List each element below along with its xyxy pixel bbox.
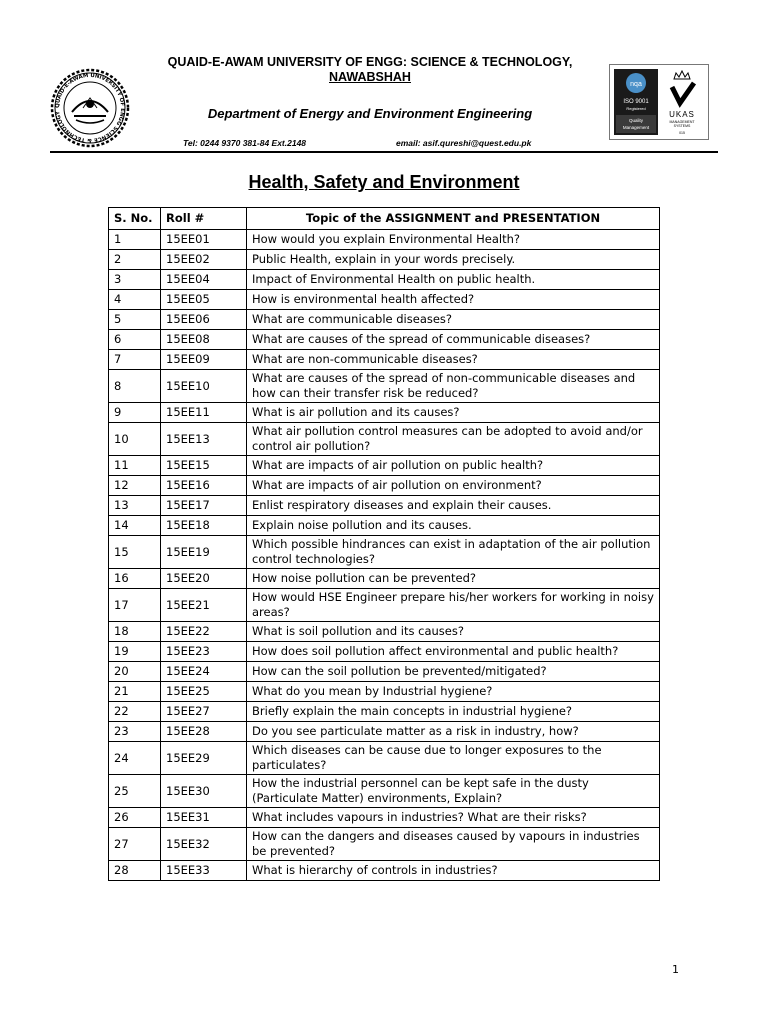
topic-cell: Which possible hindrances can exist in adaptation of the air pollution control technologies? [247, 536, 660, 569]
serial-number-cell: 19 [109, 642, 161, 662]
telephone: Tel: 0244 9370 381-84 Ext.2148 [183, 138, 307, 148]
registered-text: Registered [626, 106, 646, 111]
table-row [109, 569, 660, 589]
table-row [109, 642, 660, 662]
serial-number-cell: 23 [109, 722, 161, 742]
serial-number-cell: 17 [109, 589, 161, 622]
department-name: Department of Energy and Environment Engineering [207, 106, 533, 121]
table-row [109, 536, 660, 569]
topic-cell: Which diseases can be cause due to longer exposures to the particulates? [247, 742, 660, 775]
roll-number-cell: 15EE33 [161, 861, 247, 881]
table-row [109, 290, 660, 310]
serial-number-cell: 21 [109, 682, 161, 702]
topic-cell: What is soil pollution and its causes? [247, 622, 660, 642]
roll-number-cell: 15EE02 [161, 250, 247, 270]
table-row [109, 250, 660, 270]
roll-number-cell: 15EE20 [161, 569, 247, 589]
topic-cell: How can the soil pollution be prevented/mitigated? [247, 662, 660, 682]
serial-number-cell: 5 [109, 310, 161, 330]
topic-cell: What are causes of the spread of communicable diseases? [247, 330, 660, 350]
roll-number-cell: 15EE09 [161, 350, 247, 370]
crown-icon [674, 71, 690, 79]
university-seal-logo [50, 68, 130, 148]
serial-number-cell: 11 [109, 456, 161, 476]
assignment-table [108, 207, 660, 881]
ukas-text: UKAS [669, 110, 695, 119]
topic-cell: How can the dangers and diseases caused by vapours in industries be prevented? [247, 828, 660, 861]
topic-cell: What is air pollution and its causes? [247, 403, 660, 423]
topic-cell: What are causes of the spread of non-communicable diseases and how can their transfer risk be reduced? [247, 370, 660, 403]
university-name-line1: QUAID-E-AWAM UNIVERSITY OF ENGG: SCIENCE & TECHNOLOGY, [167, 55, 573, 69]
topic-cell: Impact of Environmental Health on public health. [247, 270, 660, 290]
topic-cell: What are impacts of air pollution on environment? [247, 476, 660, 496]
table-row [109, 589, 660, 622]
topic-cell: Public Health, explain in your words precisely. [247, 250, 660, 270]
table-row [109, 270, 660, 290]
university-name [140, 55, 600, 85]
table-row [109, 310, 660, 330]
table-row [109, 423, 660, 456]
serial-number-cell: 4 [109, 290, 161, 310]
serial-number-cell: 15 [109, 536, 161, 569]
seal-text: QUAID-E-AWAM UNIVERSITY OF ENGG SCIENCE & TECHNOLOGY [54, 72, 126, 144]
roll-number-cell: 15EE15 [161, 456, 247, 476]
topic-cell: How the industrial personnel can be kept safe in the dusty (Particulate Matter) environments, Explain? [247, 775, 660, 808]
serial-number-cell: 8 [109, 370, 161, 403]
iso-text: ISO 9001 [623, 99, 649, 105]
topic-cell: What air pollution control measures can be adopted to avoid and/or control air pollution? [247, 423, 660, 456]
roll-number-cell: 15EE08 [161, 330, 247, 350]
topic-cell: Briefly explain the main concepts in industrial hygiene? [247, 702, 660, 722]
topic-cell: Explain noise pollution and its causes. [247, 516, 660, 536]
roll-number-cell: 15EE01 [161, 230, 247, 250]
table-row [109, 230, 660, 250]
serial-number-cell: 6 [109, 330, 161, 350]
header-divider [50, 151, 718, 153]
topic-cell: What is hierarchy of controls in industries? [247, 861, 660, 881]
table-row [109, 496, 660, 516]
roll-number-cell: 15EE18 [161, 516, 247, 536]
ukas-number: 015 [679, 131, 685, 135]
table-body [109, 230, 660, 881]
table-row [109, 516, 660, 536]
roll-number-cell: 15EE16 [161, 476, 247, 496]
topic-cell: What are non-communicable diseases? [247, 350, 660, 370]
quality-text-1: Quality [628, 118, 644, 123]
roll-number-cell: 15EE25 [161, 682, 247, 702]
topic-cell: What are communicable diseases? [247, 310, 660, 330]
table-row [109, 742, 660, 775]
roll-number-cell: 15EE05 [161, 290, 247, 310]
roll-number-cell: 15EE32 [161, 828, 247, 861]
serial-number-cell: 27 [109, 828, 161, 861]
page-number: 1 [672, 963, 679, 976]
serial-number-cell: 22 [109, 702, 161, 722]
university-name-line2: NAWABSHAH [329, 70, 411, 84]
topic-cell: How would HSE Engineer prepare his/her workers for working in noisy areas? [247, 589, 660, 622]
table-row [109, 828, 660, 861]
serial-number-cell: 14 [109, 516, 161, 536]
topic-cell: How does soil pollution affect environmental and public health? [247, 642, 660, 662]
letterhead [0, 0, 768, 160]
roll-number-cell: 15EE19 [161, 536, 247, 569]
table-row [109, 622, 660, 642]
roll-number-cell: 15EE10 [161, 370, 247, 403]
serial-number-cell: 2 [109, 250, 161, 270]
page-title: Health, Safety and Environment [248, 172, 520, 192]
table-header-row [109, 208, 660, 230]
table-row [109, 350, 660, 370]
ukas-sub-text-1: MANAGEMENT [669, 120, 695, 124]
roll-number-cell: 15EE21 [161, 589, 247, 622]
table-row [109, 370, 660, 403]
topic-cell: How noise pollution can be prevented? [247, 569, 660, 589]
serial-number-cell: 7 [109, 350, 161, 370]
topic-cell: How would you explain Environmental Health? [247, 230, 660, 250]
serial-number-cell: 25 [109, 775, 161, 808]
serial-number-cell: 3 [109, 270, 161, 290]
email-address: email: asif.qureshi@quest.edu.pk [396, 138, 532, 148]
roll-number-cell: 15EE28 [161, 722, 247, 742]
serial-number-cell: 26 [109, 808, 161, 828]
roll-number-cell: 15EE27 [161, 702, 247, 722]
roll-number-cell: 15EE11 [161, 403, 247, 423]
roll-number-cell: 15EE24 [161, 662, 247, 682]
serial-number-cell: 13 [109, 496, 161, 516]
table-row [109, 330, 660, 350]
roll-number-cell: 15EE17 [161, 496, 247, 516]
serial-number-cell: 24 [109, 742, 161, 775]
roll-number-cell: 15EE13 [161, 423, 247, 456]
quality-text-2: Management [622, 125, 650, 130]
serial-number-cell: 9 [109, 403, 161, 423]
table-row [109, 682, 660, 702]
header-roll-number: Roll # [161, 208, 247, 230]
table-row [109, 456, 660, 476]
serial-number-cell: 1 [109, 230, 161, 250]
roll-number-cell: 15EE29 [161, 742, 247, 775]
roll-number-cell: 15EE22 [161, 622, 247, 642]
topic-cell: What do you mean by Industrial hygiene? [247, 682, 660, 702]
checkmark-icon [672, 83, 694, 103]
topic-cell: Enlist respiratory diseases and explain their causes. [247, 496, 660, 516]
topic-cell: What includes vapours in industries? What are their risks? [247, 808, 660, 828]
roll-number-cell: 15EE04 [161, 270, 247, 290]
serial-number-cell: 28 [109, 861, 161, 881]
header-topic: Topic of the ASSIGNMENT and PRESENTATION [247, 208, 660, 230]
serial-number-cell: 10 [109, 423, 161, 456]
roll-number-cell: 15EE31 [161, 808, 247, 828]
nqa-text: nqa [630, 81, 642, 88]
certification-logos [609, 64, 709, 140]
serial-number-cell: 12 [109, 476, 161, 496]
ukas-sub-text-2: SYSTEMS [673, 124, 691, 128]
table-row [109, 861, 660, 881]
serial-number-cell: 16 [109, 569, 161, 589]
serial-number-cell: 20 [109, 662, 161, 682]
table-row [109, 808, 660, 828]
table-row [109, 702, 660, 722]
roll-number-cell: 15EE23 [161, 642, 247, 662]
table-row [109, 722, 660, 742]
table-row [109, 476, 660, 496]
serial-number-cell: 18 [109, 622, 161, 642]
roll-number-cell: 15EE30 [161, 775, 247, 808]
topic-cell: What are impacts of air pollution on public health? [247, 456, 660, 476]
topic-cell: Do you see particulate matter as a risk in industry, how? [247, 722, 660, 742]
header-serial-number: S. No. [109, 208, 161, 230]
roll-number-cell: 15EE06 [161, 310, 247, 330]
table-row [109, 403, 660, 423]
topic-cell: How is environmental health affected? [247, 290, 660, 310]
table-row [109, 662, 660, 682]
table-row [109, 775, 660, 808]
